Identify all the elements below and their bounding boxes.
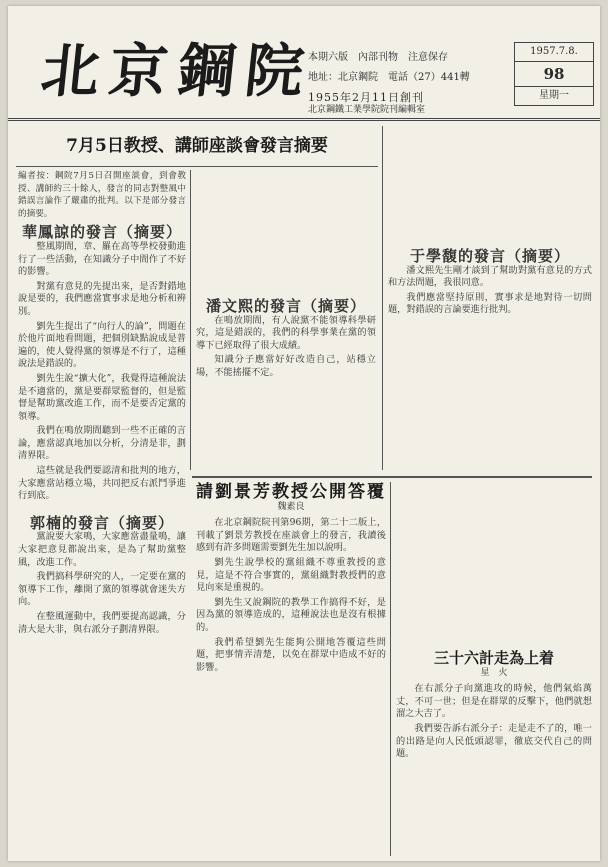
paragraph: 我們在鳴放期間聽到一些不正確的言論，應當認真地加以分析，分清是非，劃清界限。	[18, 425, 186, 462]
paragraph: 在鳴放期間，有人說黨不能領導科學研究，這是錯誤的，我們的科學事業在黨的領導下已經取得了很大成績。	[196, 314, 376, 351]
column-3	[388, 130, 592, 470]
paragraph: 對黨有意見的先提出來，是否對錯地說是要的，我們應當實事求是地分析和辨別。	[18, 280, 186, 317]
paragraph: 我們搞科學研究的人，一定要在黨的領導下工作，離開了黨的領導就會迷失方向。	[18, 571, 186, 608]
lead-headline-box	[16, 126, 378, 167]
feature-top-rule	[192, 476, 592, 480]
issue-number: 98	[515, 62, 593, 87]
feature-byline: 魏素良	[277, 501, 305, 512]
paragraph: 黨說要大家鳴，大家應當盡量鳴，讓大家把意見都說出來，是為了幫助黨整風，改進工作。	[18, 531, 186, 568]
section-title: 郭楠的發言（摘要）	[29, 513, 174, 532]
issue-box	[514, 42, 594, 106]
column-divider	[190, 170, 191, 470]
side-article	[396, 482, 592, 856]
editor-note: 編者按：鋼院7月5日召開座談會，到會教授、講師約三十餘人，發言的同志對整風中錯誤言論作了嚴肅的批判。以下是部分發言的摘要。	[18, 171, 186, 219]
column-divider	[382, 126, 383, 470]
section-title: 潘文熙的發言（摘要）	[205, 297, 366, 315]
paragraph: 這些就是我們要認清和批判的地方，大家應當站穩立場，共同把反右派鬥爭進行到底。	[18, 465, 186, 502]
paragraph: 在右派分子向黨進攻的時候，他們氣焰萬丈，不可一世；但是在群眾的反擊下，他們就想溜之大吉了。	[396, 683, 592, 720]
column-1	[18, 170, 186, 856]
paragraph: 劉先生說“擴大化”，我覺得這種說法是不適當的，黨是要群眾監督的，但是監督是幫助黨改進工作，而不是要否定黨的領導。	[18, 372, 186, 422]
paragraph: 整風期間，章、羅在高等學校發動進行了一些活動，在知識分子中間作了不好的影響。	[18, 240, 186, 278]
paragraph: 劉先生說學校的黨組織不尊重教授的意見，這是不符合事實的，黨組織對教授們的意見向來是重視的。	[196, 556, 386, 594]
publisher: 北京鋼鐵工業學院院刊編輯室	[308, 105, 426, 115]
column-divider	[390, 482, 391, 856]
issue-weekday: 星期一	[539, 90, 569, 101]
newspaper-title: 北京鋼院	[37, 37, 318, 105]
section-title: 于學馥的發言（摘要）	[409, 247, 570, 265]
masthead-info	[308, 48, 470, 108]
issue-date: 1957.7.8.	[515, 43, 593, 62]
paragraph: 劉先生提出了“向行人的論”，問題在於他片面地看問題，把個別缺點說成是普遍的，使人覺得黨的領導是不行了，這種說法是錯誤的。	[18, 320, 186, 370]
feature-headline: 請劉景芳教授公開答覆	[196, 482, 386, 502]
masthead	[8, 6, 600, 121]
paragraph: 在整風運動中，我們要提高認識，分清大是大非，與右派分子劃清界限。	[18, 611, 186, 635]
feature-article	[196, 482, 386, 856]
paragraph: 在北京鋼院院刊第96期，第二十二版上，刊載了劉景芳教授在座談會上的發言，我讀後感到有許多問題需要劉先生加以說明。	[196, 517, 386, 554]
paragraph: 劉先生又說鋼院的教學工作搞得不好，是因為黨的領導造成的，這種說法也是沒有根據的。	[196, 596, 386, 633]
paragraph: 潘文熙先生剛才談到了幫助對黨有意見的方式和方法問題，我很同意。	[388, 264, 592, 289]
section-title: 華鳳諒的發言（摘要）	[21, 223, 182, 242]
side-byline: 星 火	[480, 667, 508, 678]
column-2	[196, 170, 376, 470]
paragraph: 我們要告訴右派分子：走是走不了的，唯一的出路是向人民低頭認罪，徹底交代自己的問題。	[396, 722, 592, 760]
newspaper-page	[8, 6, 600, 861]
masthead-notice: 本期六版 內部刊物 注意保存	[308, 52, 448, 63]
paragraph: 我們希望劉先生能夠公開地答覆這些問題，把事情弄清楚，以免在群眾中造成不好的影響。	[196, 636, 386, 673]
paragraph: 知識分子應當好好改造自己，站穩立場，不能搖擺不定。	[196, 354, 376, 378]
lead-headline: 7月5日教授、講師座談會發言摘要	[66, 136, 328, 156]
side-headline: 三十六計走為上着	[433, 649, 554, 667]
masthead-address: 地址：北京鋼院 電話（27）441轉	[308, 72, 470, 83]
paragraph: 我們應當堅持原則，實事求是地對待一切問題，對錯誤的言論要進行批判。	[388, 291, 592, 316]
masthead-founded: 1955年2月11日創刊	[308, 91, 424, 104]
